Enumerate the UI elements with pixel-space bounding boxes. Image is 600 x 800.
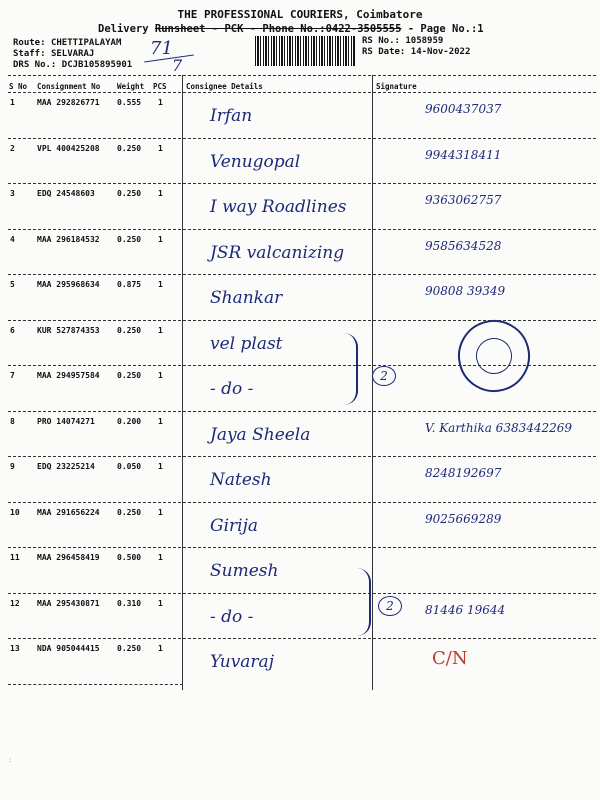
- drs-label: DRS No.:: [13, 60, 57, 70]
- route-label: Route:: [13, 38, 46, 48]
- row-pcs: 1: [158, 644, 163, 653]
- rs-no-value: 1058959: [405, 36, 444, 46]
- row-consignment-no: EDQ 24548603: [37, 189, 95, 198]
- rs-no-label: RS No.:: [362, 36, 400, 46]
- staff-line: [13, 49, 94, 60]
- handwritten-count: 71: [150, 38, 173, 59]
- row-consignment-no: MAA 296184532: [37, 234, 100, 244]
- row-consignee-name: Girija: [210, 515, 258, 536]
- row-consignee-name: Jaya Sheela: [210, 424, 311, 445]
- row-sno: 8: [10, 416, 15, 426]
- row-divider: [8, 593, 596, 594]
- row-divider: [8, 320, 596, 321]
- row-sno: 1: [10, 98, 15, 107]
- row-signature: 9585634528: [425, 238, 502, 253]
- drs-value: DCJB105895901: [61, 60, 133, 70]
- row-sno: 4: [10, 234, 15, 244]
- row-sno: 13: [10, 644, 20, 653]
- consignee-column-divider: [182, 75, 183, 690]
- row-weight: 0.200: [117, 416, 142, 426]
- row-weight: 0.555: [117, 98, 142, 107]
- row-weight: 0.250: [117, 644, 142, 653]
- row-consignment-no: EDQ 23225214: [37, 462, 95, 471]
- row-consignee-name: Venugopal: [210, 151, 301, 172]
- row-pcs: 1: [158, 416, 163, 426]
- brace-group-6-7: [340, 333, 358, 405]
- brace-count-badge: 2: [372, 366, 396, 386]
- table-top-rule: [8, 75, 596, 76]
- row-sno: 10: [10, 507, 20, 517]
- handwritten-count-2: 7: [172, 56, 183, 75]
- row-consignee-name: Sumesh: [210, 561, 279, 581]
- route-line: [13, 38, 121, 49]
- row-pcs: 1: [158, 462, 163, 471]
- row-pcs: 1: [158, 234, 163, 244]
- col-header-signature: Signature: [376, 82, 417, 91]
- row-sno: 2: [10, 143, 15, 153]
- row-weight: 0.875: [117, 280, 142, 289]
- row-sno: 6: [10, 325, 15, 335]
- row-weight: 0.250: [117, 371, 142, 380]
- barcode: [255, 36, 355, 66]
- row-weight: 0.250: [117, 507, 142, 517]
- row-weight: 0.250: [117, 234, 142, 244]
- row-pcs: 1: [158, 98, 163, 107]
- row-signature: 81446 19644: [425, 602, 506, 617]
- row-signature: 9363062757: [425, 193, 502, 207]
- row-consignment-no: MAA 292826771: [37, 98, 100, 107]
- row-weight: 0.250: [117, 143, 142, 153]
- row-pcs: 1: [158, 598, 163, 608]
- row-weight: 0.250: [117, 189, 142, 198]
- row-consignment-no: MAA 294957584: [37, 371, 100, 380]
- row-weight: 0.250: [117, 325, 142, 335]
- route-value: CHETTIPALAYAM: [50, 38, 122, 48]
- rs-date-value: 14-Nov-2022: [410, 47, 471, 57]
- row-consignee-name: Shankar: [210, 288, 283, 308]
- row-sno: 5: [10, 280, 15, 289]
- signature-column-divider: [372, 75, 373, 690]
- brace-count-badge-2: 2: [378, 596, 402, 616]
- row-consignee-name: I way Roadlines: [210, 197, 347, 217]
- row-pcs: 1: [158, 325, 163, 335]
- page-title: THE PROFESSIONAL COURIERS, Coimbatore: [177, 8, 423, 21]
- row-signature: 90808 39349: [425, 284, 506, 298]
- row-pcs: 1: [158, 143, 163, 153]
- row-weight: 0.310: [117, 598, 142, 608]
- row-divider: [8, 456, 596, 457]
- brace-group-11-12: [353, 568, 371, 636]
- row-consignee-name: - do -: [210, 379, 254, 399]
- row-divider: [8, 502, 596, 503]
- col-header-consignment: Consignment No: [37, 82, 101, 91]
- subtitle-struck: Runsheet - PCK - Phone No.:0422-3505555: [154, 23, 402, 35]
- row-consignee-name: vel plast: [210, 333, 283, 354]
- row-sno: 3: [10, 189, 15, 198]
- subtitle-page: - Page No.:1: [401, 23, 484, 35]
- subtitle-plain: Delivery: [98, 23, 155, 35]
- row-divider: [8, 411, 596, 412]
- row-consignee-name: - do -: [210, 606, 254, 627]
- row-consignment-no: KUR 527874353: [37, 325, 100, 335]
- row-consignee-name: Yuvaraj: [210, 652, 274, 672]
- row-consignee-name: Irfan: [210, 106, 253, 126]
- row-pcs: 1: [158, 189, 163, 198]
- row-consignment-no: NDA 905044415: [37, 644, 100, 653]
- row-consignment-no: PRO 14074271: [37, 416, 95, 426]
- staff-value: SELVARAJ: [50, 49, 95, 59]
- col-header-pcs: PCS: [153, 82, 167, 91]
- rs-date-line: [362, 47, 470, 58]
- row-pcs: 1: [158, 280, 163, 289]
- row-divider: [8, 183, 596, 184]
- col-header-weight: Weight: [117, 82, 145, 91]
- col-header-consignee: Consignee Details: [186, 82, 263, 91]
- row-consignee-name: Natesh: [210, 470, 272, 490]
- row-signature: C/N: [432, 648, 468, 669]
- row-consignment-no: MAA 296458419: [37, 553, 100, 562]
- row-divider: [8, 547, 596, 548]
- row-signature: 9944318411: [425, 147, 502, 162]
- row-consignee-name: JSR valcanizing: [210, 242, 345, 263]
- row-weight: 0.500: [117, 553, 142, 562]
- rs-no-line: [362, 36, 443, 47]
- row-sno: 11: [10, 553, 20, 562]
- row-pcs: 1: [158, 507, 163, 517]
- row-signature: 8248192697: [425, 466, 502, 480]
- runsheet-subtitle: [98, 23, 484, 35]
- row-divider: [8, 274, 596, 275]
- row-signature: 9025669289: [425, 511, 502, 526]
- row-divider: [8, 638, 596, 639]
- row-consignment-no: MAA 295430871: [37, 598, 100, 608]
- row-consignment-no: MAA 291656224: [37, 507, 100, 517]
- row-divider: [8, 138, 596, 139]
- scan-mark: :: [8, 756, 13, 764]
- rs-date-label: RS Date:: [362, 47, 406, 57]
- header-bottom-rule: [8, 92, 596, 93]
- row-pcs: 1: [158, 371, 163, 380]
- company-stamp: [450, 312, 538, 400]
- row-sno: 12: [10, 598, 20, 608]
- row-consignment-no: VPL 400425208: [37, 143, 100, 153]
- row-signature: 9600437037: [425, 102, 502, 116]
- row-pcs: 1: [158, 553, 163, 562]
- row-weight: 0.050: [117, 462, 142, 471]
- staff-label: Staff:: [13, 49, 46, 59]
- row-sno: 9: [10, 462, 15, 471]
- drs-line: [13, 60, 132, 71]
- col-header-sno: S No: [9, 82, 28, 91]
- row-signature: V. Karthika 6383442269: [425, 420, 573, 435]
- row-divider: [8, 229, 596, 230]
- row-sno: 7: [10, 371, 15, 380]
- table-bottom-rule: [8, 684, 183, 685]
- row-consignment-no: MAA 295968634: [37, 280, 100, 289]
